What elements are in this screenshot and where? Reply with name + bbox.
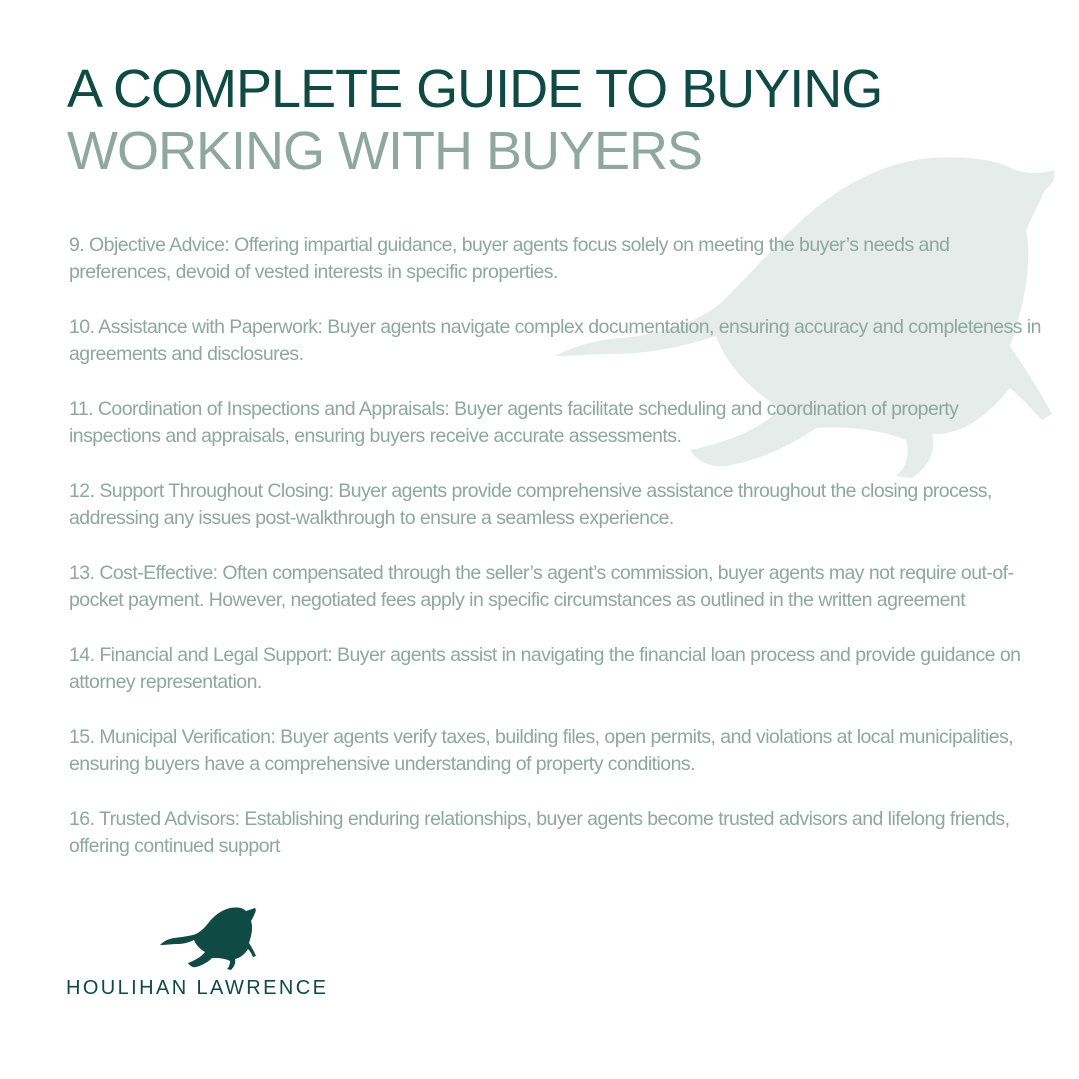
title-line-1: A COMPLETE GUIDE TO BUYING [67,59,883,119]
list-item: 11. Coordination of Inspections and Appraisals: Buyer agents facilitate scheduling and coordination of property inspections and appraisals, ensuring buyers receive accurate assessments. [69,398,959,447]
list-item: 13. Cost-Effective: Often compensated through the seller’s agent’s commission, buyer agents may not require out-of-pocket payment. However, negotiated fees apply in specific circumstances as outlined in the written agreement [69,562,1014,611]
list-item: 10. Assistance with Paperwork: Buyer agents navigate complex documentation, ensuring accuracy and completeness in agreements and disclosures. [69,316,1041,365]
list-item: 15. Municipal Verification: Buyer agents verify taxes, building files, open permits, and violations at local municipalities, ensuring buyers have a comprehensive understanding of property conditions. [69,726,1014,775]
brand-name: HOULIHAN LAWRENCE [66,977,329,999]
list-item: 12. Support Throughout Closing: Buyer agents provide comprehensive assistance throughout the closing process, addressing any issues post-walkthrough to ensure a seamless experience. [69,480,992,529]
horse-icon [160,905,256,971]
list-item: 16. Trusted Advisors: Establishing enduring relationships, buyer agents become trusted advisors and lifelong friends, offering continued support [69,808,1010,857]
page-title [67,58,882,182]
benefit-list [69,232,1044,888]
list-item: 14. Financial and Legal Support: Buyer agents assist in navigating the financial loan process and provide guidance on attorney representation. [69,644,1021,693]
title-line-2: WORKING WITH BUYERS [67,121,703,181]
list-item: 9. Objective Advice: Offering impartial guidance, buyer agents focus solely on meeting the buyer’s needs and preferences, devoid of vested interests in specific properties. [69,234,950,283]
